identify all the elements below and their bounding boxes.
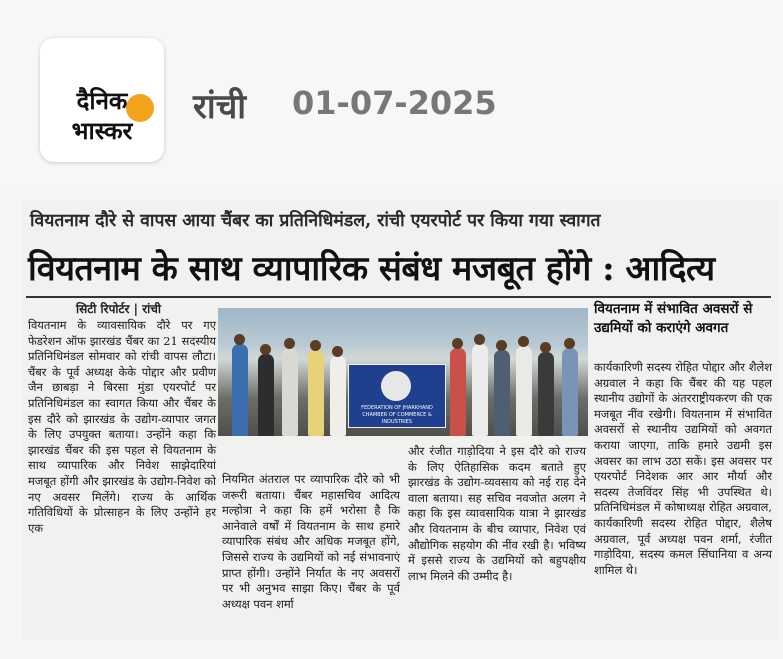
person-head [496, 340, 507, 351]
chamber-banner [348, 364, 446, 428]
banner-text: FEDERATION OF JHARKHAND CHAMBER OF COMMERCE & INDUSTRIES [361, 405, 433, 425]
article-column-4: कार्यकारिणी सदस्य रोहित पोद्दार और शैलेश अग्रवाल ने कहा कि चैंबर की यह पहल स्थानीय उद्योगों के अंतरराष्ट्रीयकरण की एक मजबूत नींव रखेगी। वियतनाम में संभावित अवसरों से स्थानीय उद्यमियों को अवगत कराया जाएगा, ताकि हमारे उद्यमी इस अवसर का लाभ उठा सकें। इस अवसर पर एयरपोर्ट निदेशक आर आर मौर्या और सदस्य तेजविंदर सिंह भी उपस्थित थे। प्रतिनिधिमंडल में कोषाध्यक्ष रोहित अग्रवाल, कार्यकारिणी सदस्य रोहित पोद्दार, शैलेष अग्रवाल, पूर्व अध्यक्ष पवन शर्मा, रंजीत गाड़ोदिया, सदस्य कमल सिंघानिया व अन्य शामिल थे। [594, 360, 772, 577]
logo-line-1: दैनिक [76, 86, 128, 115]
divider [26, 296, 771, 298]
person-figure [472, 344, 488, 436]
article-column-3: और रंजीत गाड़ोदिया ने इस दौरे को राज्य के लिए ऐतिहासिक कदम बताते हुए झारखंड के उद्योग-व्यवसाय को नई राह देने वाला बताया। सह सचिव नवजोत अलग ने कहा कि इस व्यावसायिक यात्रा ने झारखंड और वियतनाम के बीच व्यापार, निवेश एवं औद्योगिक सहयोग की नींव रखी है। भविष्य में इससे राज्य के उद्यमियों को बहुपक्षीय लाभ मिलने की उम्मीद है। [408, 444, 586, 583]
person-figure [232, 344, 248, 436]
news-photo [218, 308, 588, 436]
article-column-1: वियतनाम के व्यावसायिक दौरे पर गए फेडरेशन ऑफ झारखंड चैंबर का 21 सदस्यीय प्रतिनिधिमंडल सोमवार को रांची वापस लौटा। चैंबर के पूर्व अध्यक्ष केके पोद्दार और प्रवीण जैन छाबड़ा ने बिरसा मुंडा एयरपोर्ट पर प्रतिनिधिमंडल का स्वागत किया और चैंबर के इस दौरे को झारखंड के उद्योग-व्यापार जगत के लिए उपयुक्त बताया। उन्होंने कहा कि झारखंड चैंबर की इस पहल से वियतनाम के साथ व्यापारिक और निवेश साझेदारियां मजबूत होंगी और झारखंड के उद्योग-निवेश को नए अवसर मिलेंगे। राज्य के आर्थिक गतिविधियों के प्रोत्साहन के लिए उन्होंने हर एक [28, 318, 216, 535]
person-head [332, 346, 343, 357]
byline: सिटी रिपोर्टर | रांची [76, 302, 161, 316]
person-head [540, 342, 551, 353]
sub-headline: वियतनाम में संभावित अवसरों से उद्यमियों को कराएंगे अवगत [594, 301, 753, 336]
news-clipping [22, 200, 777, 640]
supra-headline: वियतनाम दौरे से वापस आया चैंबर का प्रतिनिधिमंडल, रांची एयरपोर्ट पर किया गया स्वागत [30, 211, 601, 231]
article-column-2: नियमित अंतराल पर व्यापारिक दौरे को भी जरूरी बताया। चैंबर महासचिव आदित्य मल्होत्रा ने कहा कि हमें भरोसा है कि आनेवाले वर्षों में वियतनाम के साथ हमारे व्यापारिक संबंध और अधिक मजबूत होंगे, जिससे राज्य के उद्यमियों को नई संभावनाएं प्राप्त होंगी। उन्होंने निर्यात के नए अवसरों पर भी अनुभव साझा किए। चैंबर के पूर्व अध्यक्ष पवन शर्मा [222, 472, 400, 611]
person-figure [258, 354, 274, 436]
person-figure [538, 352, 554, 436]
logo-line-2: भास्कर [71, 116, 133, 145]
person-head [564, 338, 575, 349]
person-figure [450, 348, 466, 436]
person-head [310, 340, 321, 351]
person-head [284, 338, 295, 349]
newspaper-logo[interactable] [40, 38, 164, 162]
chamber-emblem-icon [381, 371, 411, 401]
person-figure [562, 348, 578, 436]
headline: वियतनाम के साथ व्यापारिक संबंध मजबूत होंगे : आदित्य [28, 249, 715, 289]
person-figure [308, 350, 324, 436]
person-figure [282, 348, 298, 436]
person-figure [494, 350, 510, 436]
person-figure [516, 346, 532, 436]
person-figure [330, 356, 346, 436]
person-head [260, 344, 271, 355]
person-head [234, 334, 245, 345]
edition-date: 01-07-2025 [292, 84, 497, 122]
person-head [452, 338, 463, 349]
app-header [0, 0, 783, 190]
person-head [518, 336, 529, 347]
edition-city: रांची [193, 87, 247, 127]
person-head [474, 334, 485, 345]
